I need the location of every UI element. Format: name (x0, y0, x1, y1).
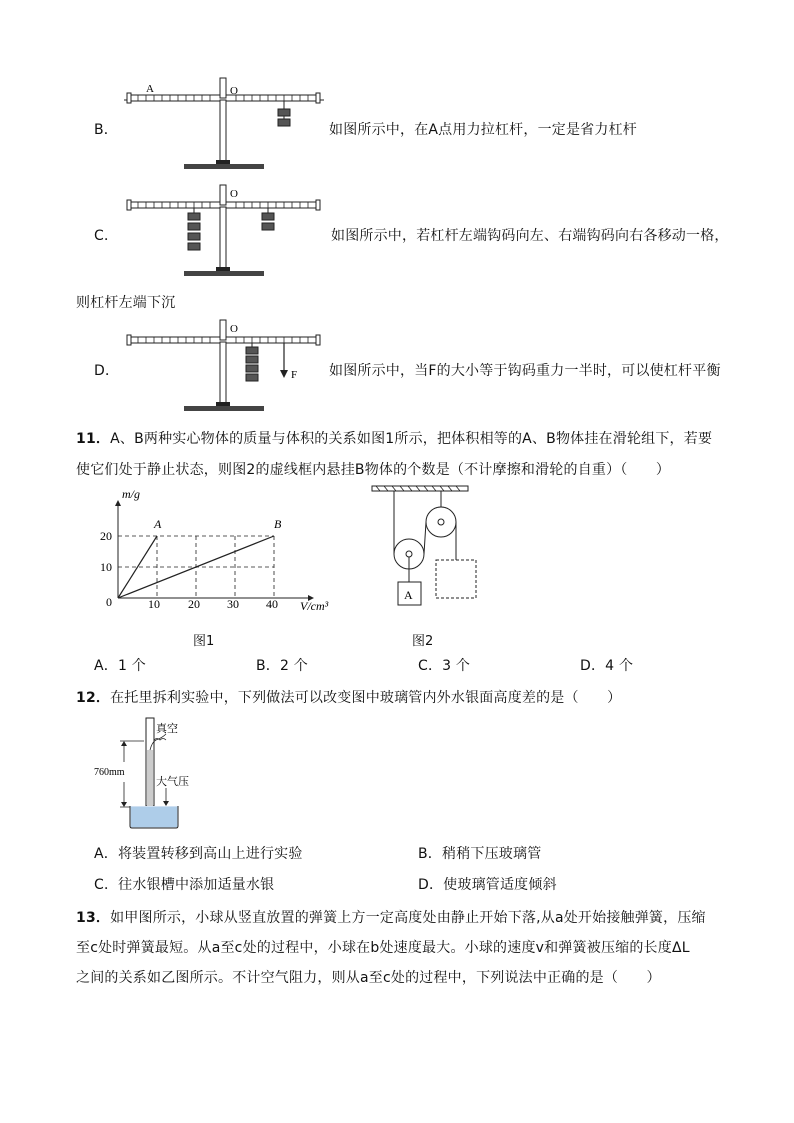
option-b-text: 如图所示中，在A点用力拉杠杆，一定是省力杠杆 (329, 122, 637, 138)
q12-option-d[interactable]: D．使玻璃管适度倾斜 (418, 877, 557, 893)
height-760mm-label: 760mm (94, 767, 125, 778)
x-tick-30: 30 (227, 597, 239, 611)
figure1-caption: 图1 (193, 634, 215, 649)
mass-volume-chart (94, 480, 354, 615)
q11-option-b[interactable]: B．2 个 (256, 658, 308, 674)
option-d-letter: D． (94, 363, 120, 379)
x-axis-label: V/cm³ (300, 599, 329, 613)
q11-option-d[interactable]: D．4 个 (580, 658, 634, 674)
option-c-letter: C． (94, 228, 119, 244)
x-tick-40: 40 (266, 597, 278, 611)
vacuum-label: 真空 (156, 723, 178, 735)
pivot-o-label: O (230, 188, 238, 200)
q13-text-line2: 至c处时弹簧最短。从a至c处的过程中，小球在b处速度最大。小球的速度v和弹簧被压缩的长度ΔL (76, 940, 690, 956)
chart-layer (115, 500, 314, 601)
torricelli-figure (94, 712, 214, 832)
point-b-label: B (274, 517, 282, 531)
pivot-o-label: O (230, 323, 238, 335)
y-tick-20: 20 (100, 529, 112, 543)
point-a-label: A (154, 517, 162, 531)
q12-text: 12．在托里拆利实验中，下列做法可以改变图中玻璃管内外水银面高度差的是（ ） (76, 690, 622, 706)
figure2-caption: 图2 (412, 634, 434, 649)
atm-pressure-label: 大气压 (156, 776, 189, 788)
q11-option-c[interactable]: C．3 个 (418, 658, 471, 674)
q12-option-c[interactable]: C．往水银槽中添加适量水银 (94, 877, 275, 893)
option-c-text: 如图所示中，若杠杆左端钩码向左、右端钩码向右各移动一格， (331, 228, 729, 244)
q13-text-line3: 之间的关系如乙图所示。不计空气阻力，则从a至c处的过程中，下列说法中正确的是（ ） (76, 970, 661, 986)
block-a-label: A (404, 588, 413, 602)
q13-text-line1: 13．如甲图所示，小球从竖直放置的弹簧上方一定高度处由静止开始下落,从a处开始接触弹簧，压缩 (76, 910, 706, 926)
x-tick-20: 20 (188, 597, 200, 611)
series-line-a (118, 536, 157, 598)
x-tick-10: 10 (148, 597, 160, 611)
y-axis-arrow (115, 500, 121, 506)
force-f-label: F (291, 369, 298, 381)
origin-label: 0 (106, 595, 112, 609)
q12-option-a[interactable]: A．将装置转移到高山上进行实验 (94, 846, 303, 862)
option-c-text-cont: 则杠杆左端下沉 (76, 295, 176, 311)
lever-figure-b (124, 76, 328, 176)
point-a-label: A (146, 83, 154, 95)
option-d-text: 如图所示中，当F的大小等于钩码重力一半时，可以使杠杆平衡 (329, 363, 721, 379)
lever-figure-d (124, 318, 328, 418)
q11-option-a[interactable]: A．1 个 (94, 658, 146, 674)
q11-text-line2: 使它们处于静止状态，则图2的虚线框内悬挂B物体的个数是（不计摩擦和滑轮的自重）（ ） (76, 462, 671, 478)
q12-option-b[interactable]: B．稍稍下压玻璃管 (418, 846, 542, 862)
lever-figure-c (124, 183, 328, 283)
pulley-system-figure (368, 482, 488, 607)
q11-text-line1: 11．A、B两种实心物体的质量与体积的关系如图1所示，把体积相等的A、B物体挂在滑轮组下，若要 (76, 431, 713, 447)
y-tick-10: 10 (100, 560, 112, 574)
option-b-letter: B． (94, 122, 119, 138)
y-axis-label: m/g (122, 487, 140, 501)
pivot-o-label: O (230, 85, 238, 97)
